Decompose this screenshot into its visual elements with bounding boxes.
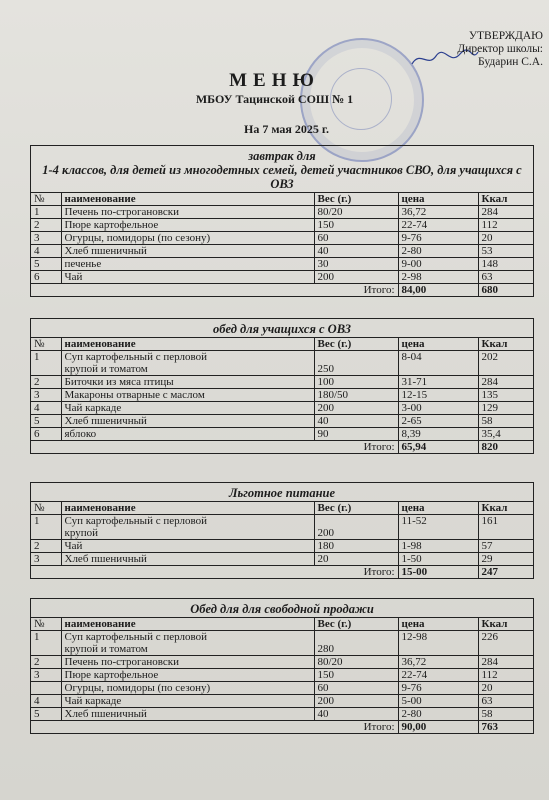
table-row <box>31 271 533 284</box>
approval-block <box>457 30 543 69</box>
table-cell: 9-00 <box>398 258 478 271</box>
free-sale-section <box>30 598 534 734</box>
table-cell: 150 <box>314 219 398 232</box>
table-cell: 202 <box>478 351 533 376</box>
total-row <box>31 721 533 734</box>
table-cell: 15-00 <box>398 566 478 579</box>
table-cell: Ккал <box>478 502 533 515</box>
lunch-ovz-table <box>31 338 533 454</box>
page-title: МЕНЮ <box>229 70 320 91</box>
cell-text-line: Суп картофельный с перловой <box>64 631 207 643</box>
table-cell: Печень по-строгановски <box>61 206 314 219</box>
table-cell: 8,39 <box>398 428 478 441</box>
table-header-row <box>31 193 533 206</box>
benefit-section <box>30 482 534 579</box>
table-cell: Пюре картофельное <box>61 669 314 682</box>
table-cell: Печень по-строгановски <box>61 656 314 669</box>
breakfast-section <box>30 145 534 297</box>
table-row <box>31 515 533 540</box>
table-cell: 9-76 <box>398 682 478 695</box>
lunch-ovz-section <box>30 318 534 454</box>
benefit-table <box>31 502 533 579</box>
approval-name: Бударин С.А. <box>478 56 543 68</box>
table-cell: 5 <box>31 415 61 428</box>
table-row <box>31 682 533 695</box>
breakfast-title <box>31 146 533 193</box>
table-row <box>31 402 533 415</box>
breakfast-title-line1: завтрак для <box>248 149 316 163</box>
table-cell: № <box>31 338 61 351</box>
table-cell: Макароны отварные с маслом <box>61 389 314 402</box>
table-cell: 200 <box>314 695 398 708</box>
table-cell: 1 <box>31 631 61 656</box>
table-cell: 1 <box>31 351 61 376</box>
table-cell: 200 <box>314 402 398 415</box>
table-cell: 5 <box>31 258 61 271</box>
table-cell: Чай <box>61 540 314 553</box>
table-cell: Чай каркаде <box>61 402 314 415</box>
table-cell: Хлеб пшеничный <box>61 553 314 566</box>
table-cell: 250 <box>314 351 398 376</box>
table-cell: 31-71 <box>398 376 478 389</box>
table-cell: 3-00 <box>398 402 478 415</box>
table-row <box>31 669 533 682</box>
table-cell: 40 <box>314 245 398 258</box>
table-header-row <box>31 338 533 351</box>
cell-text-line: крупой и томатом <box>64 643 148 655</box>
table-cell: Пюре картофельное <box>61 219 314 232</box>
table-cell: Итого: <box>31 441 398 454</box>
total-price: 84,00 <box>398 284 478 297</box>
table-cell: 1-50 <box>398 553 478 566</box>
table-cell: 40 <box>314 415 398 428</box>
approval-position: Директор школы: <box>457 43 543 55</box>
cell-text-line: Суп картофельный с перловой <box>64 351 207 363</box>
table-row <box>31 258 533 271</box>
table-cell: цена <box>398 618 478 631</box>
col-name: наименование <box>61 193 314 206</box>
table-cell: 90 <box>314 428 398 441</box>
table-cell: яблоко <box>61 428 314 441</box>
table-cell: Итого: <box>31 721 398 734</box>
table-cell: 1 <box>31 206 61 219</box>
table-cell: 112 <box>478 219 533 232</box>
table-cell: Ккал <box>478 338 533 351</box>
table-cell: 180/50 <box>314 389 398 402</box>
table-cell: 180 <box>314 540 398 553</box>
col-price: цена <box>398 193 478 206</box>
table-cell: 3 <box>31 232 61 245</box>
total-row <box>31 441 533 454</box>
table-cell: 1-98 <box>398 540 478 553</box>
table-cell: 20 <box>478 682 533 695</box>
table-cell: 60 <box>314 232 398 245</box>
table-row <box>31 351 533 376</box>
table-cell: 30 <box>314 258 398 271</box>
table-cell: наименование <box>61 502 314 515</box>
table-cell: 129 <box>478 402 533 415</box>
table-cell: 3 <box>31 553 61 566</box>
table-cell: 2-65 <box>398 415 478 428</box>
free-sale-title: Обед для для свободной продажи <box>31 599 533 618</box>
table-cell <box>61 351 314 376</box>
col-weight: Вес (г.) <box>314 193 398 206</box>
table-row <box>31 553 533 566</box>
cell-text-line: Суп картофельный с перловой <box>64 515 207 527</box>
table-cell: цена <box>398 338 478 351</box>
cell-text-line: крупой <box>64 527 98 539</box>
table-row <box>31 232 533 245</box>
table-cell: Хлеб пшеничный <box>61 245 314 258</box>
table-cell: 4 <box>31 402 61 415</box>
table-cell: 20 <box>314 553 398 566</box>
table-cell: 40 <box>314 708 398 721</box>
table-cell: 2 <box>31 656 61 669</box>
table-cell: 2-80 <box>398 245 478 258</box>
table-cell: 150 <box>314 669 398 682</box>
table-row <box>31 219 533 232</box>
breakfast-title-line2: 1-4 классов, для детей из многодетных семей, детей участников СВО, для учащихся с ОВЗ <box>42 163 522 191</box>
table-cell: 5 <box>31 708 61 721</box>
table-row <box>31 245 533 258</box>
table-cell: 1 <box>31 515 61 540</box>
table-cell: 53 <box>478 245 533 258</box>
table-cell: Ккал <box>478 618 533 631</box>
total-row <box>31 284 533 297</box>
table-cell: 200 <box>314 271 398 284</box>
table-row <box>31 540 533 553</box>
table-cell: 763 <box>478 721 533 734</box>
table-cell: 63 <box>478 271 533 284</box>
benefit-title: Льготное питание <box>31 483 533 502</box>
table-cell: Огурцы, помидоры (по сезону) <box>61 682 314 695</box>
total-label: Итого: <box>31 284 398 297</box>
table-cell: Хлеб пшеничный <box>61 415 314 428</box>
total-kcal: 680 <box>478 284 533 297</box>
table-cell: 100 <box>314 376 398 389</box>
table-cell: 20 <box>478 232 533 245</box>
table-cell: 2-98 <box>398 271 478 284</box>
table-cell: 36,72 <box>398 206 478 219</box>
table-cell: 12-98 <box>398 631 478 656</box>
table-cell: Вес (г.) <box>314 502 398 515</box>
table-row <box>31 708 533 721</box>
table-cell: 9-76 <box>398 232 478 245</box>
table-header-row <box>31 502 533 515</box>
table-cell: 148 <box>478 258 533 271</box>
table-cell: 2 <box>31 540 61 553</box>
table-cell: 6 <box>31 271 61 284</box>
lunch-ovz-title: обед для учащихся с ОВЗ <box>31 319 533 338</box>
table-cell: Вес (г.) <box>314 338 398 351</box>
table-cell: 4 <box>31 245 61 258</box>
table-cell: наименование <box>61 618 314 631</box>
table-header-row <box>31 618 533 631</box>
table-cell: № <box>31 618 61 631</box>
table-cell: 820 <box>478 441 533 454</box>
table-cell: 22-74 <box>398 219 478 232</box>
table-cell: 8-04 <box>398 351 478 376</box>
table-cell <box>31 682 61 695</box>
table-cell: 226 <box>478 631 533 656</box>
table-cell <box>61 515 314 540</box>
col-num: № <box>31 193 61 206</box>
table-cell: 58 <box>478 708 533 721</box>
table-cell: Итого: <box>31 566 398 579</box>
menu-date: На 7 мая 2025 г. <box>244 122 330 136</box>
table-cell: 200 <box>314 515 398 540</box>
table-cell: наименование <box>61 338 314 351</box>
table-cell: 247 <box>478 566 533 579</box>
table-row <box>31 428 533 441</box>
table-cell: 135 <box>478 389 533 402</box>
table-cell: 80/20 <box>314 206 398 219</box>
approval-heading: УТВЕРЖДАЮ <box>468 30 543 42</box>
table-cell: Биточки из мяса птицы <box>61 376 314 389</box>
table-cell: Огурцы, помидоры (по сезону) <box>61 232 314 245</box>
table-cell: 5-00 <box>398 695 478 708</box>
table-cell: 60 <box>314 682 398 695</box>
table-cell: 57 <box>478 540 533 553</box>
free-sale-table <box>31 618 533 734</box>
table-row <box>31 631 533 656</box>
table-cell: 161 <box>478 515 533 540</box>
table-cell: 35,4 <box>478 428 533 441</box>
table-row <box>31 376 533 389</box>
table-cell: 2 <box>31 219 61 232</box>
col-kcal: Ккал <box>478 193 533 206</box>
table-cell: 284 <box>478 656 533 669</box>
table-cell: 3 <box>31 389 61 402</box>
table-cell: 112 <box>478 669 533 682</box>
table-cell: Хлеб пшеничный <box>61 708 314 721</box>
table-cell: Чай каркаде <box>61 695 314 708</box>
table-cell: Вес (г.) <box>314 618 398 631</box>
table-cell: 65,94 <box>398 441 478 454</box>
table-cell: 6 <box>31 428 61 441</box>
table-cell: 80/20 <box>314 656 398 669</box>
table-cell: Чай <box>61 271 314 284</box>
table-cell: 58 <box>478 415 533 428</box>
table-cell: 284 <box>478 376 533 389</box>
table-cell <box>61 631 314 656</box>
table-row <box>31 415 533 428</box>
table-row <box>31 656 533 669</box>
table-cell: 4 <box>31 695 61 708</box>
table-cell: 90,00 <box>398 721 478 734</box>
table-row <box>31 389 533 402</box>
table-cell: 22-74 <box>398 669 478 682</box>
breakfast-table <box>31 193 533 297</box>
table-cell: цена <box>398 502 478 515</box>
table-cell: 3 <box>31 669 61 682</box>
cell-text-line: крупой и томатом <box>64 363 148 375</box>
table-cell: печенье <box>61 258 314 271</box>
table-cell: № <box>31 502 61 515</box>
school-name: МБОУ Тацинской СОШ № 1 <box>195 92 354 106</box>
table-cell: 63 <box>478 695 533 708</box>
table-row <box>31 206 533 219</box>
table-cell: 2-80 <box>398 708 478 721</box>
table-cell: 12-15 <box>398 389 478 402</box>
table-cell: 2 <box>31 376 61 389</box>
table-cell: 280 <box>314 631 398 656</box>
table-cell: 284 <box>478 206 533 219</box>
table-cell: 29 <box>478 553 533 566</box>
table-cell: 11-52 <box>398 515 478 540</box>
table-cell: 36,72 <box>398 656 478 669</box>
table-row <box>31 695 533 708</box>
total-row <box>31 566 533 579</box>
